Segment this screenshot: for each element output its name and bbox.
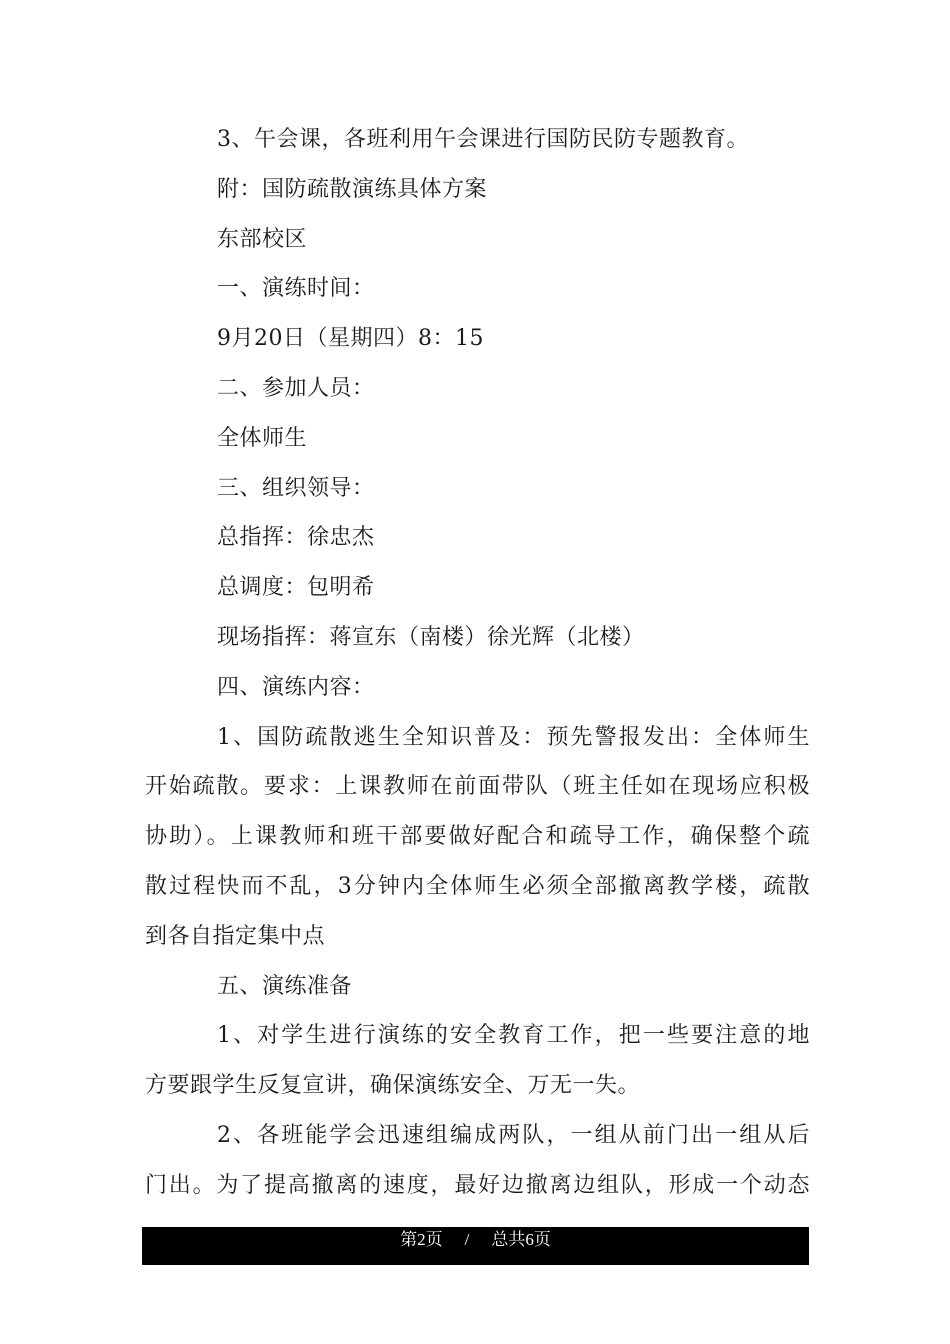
text-line: 总指挥：徐忠杰 — [217, 525, 375, 550]
text-line: 四、演练内容： — [217, 675, 375, 700]
text-line: 三、组织领导： — [217, 476, 375, 501]
page-indicator — [142, 1227, 809, 1253]
text-line: 总调度：包明希 — [217, 575, 375, 600]
text-line: 门出。为了提高撤离的速度，最好边撤离边组队，形成一个动态 — [145, 1173, 810, 1198]
text-line: 一、演练时间： — [217, 276, 375, 301]
total-pages-label: 总共6页 — [491, 1230, 551, 1249]
text-line: 3、午会课，各班利用午会课进行国防民防专题教育。 — [217, 127, 749, 152]
text-line: 到各自指定集中点 — [145, 924, 326, 949]
text-line: 二、参加人员： — [217, 376, 375, 401]
text-line: 2、各班能学会迅速组编成两队，一组从前门出一组从后 — [217, 1123, 810, 1148]
text-line: 方要跟学生反复宣讲，确保演练安全、万无一失。 — [145, 1073, 641, 1098]
text-line: 1、国防疏散逃生全知识普及：预先警报发出：全体师生 — [217, 725, 810, 750]
text-line: 9月20日（星期四）8：15 — [217, 326, 484, 351]
text-line: 散过程快而不乱，3分钟内全体师生必须全部撤离教学楼，疏散 — [145, 874, 810, 899]
text-line: 附：国防疏散演练具体方案 — [217, 177, 488, 202]
text-line: 东部校区 — [217, 227, 308, 252]
current-page-label: 第2页 — [400, 1230, 443, 1249]
text-line: 1、对学生进行演练的安全教育工作，把一些要注意的地 — [217, 1023, 810, 1048]
text-line: 开始疏散。要求：上课教师在前面带队（班主任如在现场应积极 — [145, 774, 810, 799]
text-line: 五、演练准备 — [217, 974, 353, 999]
page-footer — [142, 1227, 809, 1265]
page-separator: / — [464, 1230, 470, 1249]
text-line: 全体师生 — [217, 426, 308, 451]
text-line: 协助）。上课教师和班干部要做好配合和疏导工作，确保整个疏 — [145, 824, 810, 849]
text-line: 现场指挥：蒋宣东（南楼）徐光辉（北楼） — [217, 625, 645, 650]
